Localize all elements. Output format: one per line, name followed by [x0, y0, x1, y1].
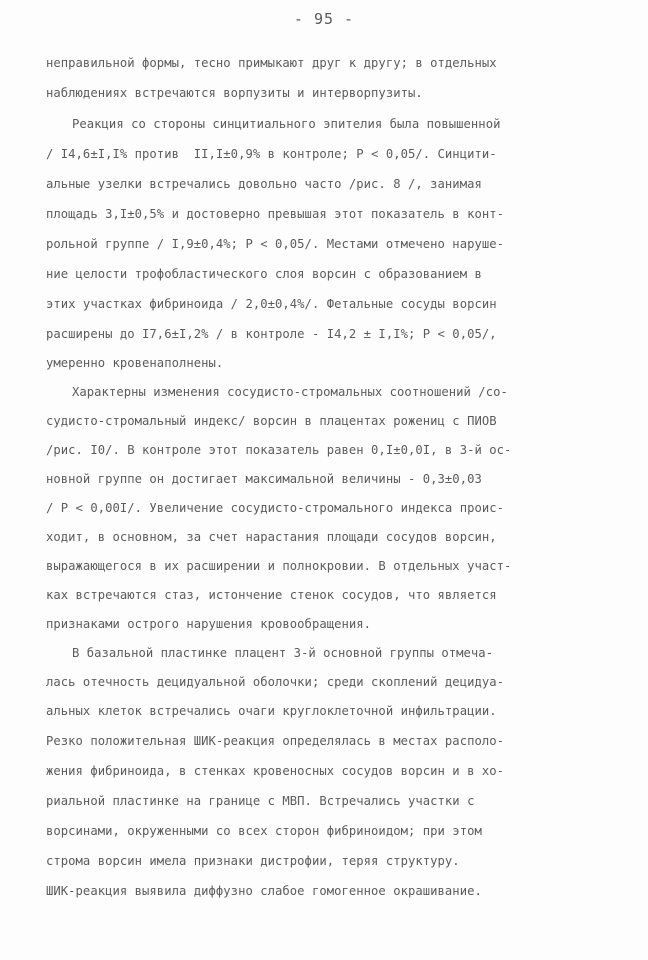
text-line: умеренно кровенаполнены. [46, 356, 224, 370]
text-line: ках встречаются стаз, истончение стенок сосудов, что является [46, 588, 497, 602]
text-line: риальной пластинке на границе с МВП. Встречались участки с [46, 794, 475, 808]
text-line: новной группе он достигает максимальной величины - 0,3±0,03 [46, 472, 482, 486]
text-line: признаками острого нарушения кровообращения. [46, 617, 372, 631]
text-line: / P < 0,00I/. Увеличение сосудисто-стромального индекса проис- [46, 501, 505, 515]
text-line: Реакция со стороны синцитиального эпителия была повышенной [72, 117, 501, 131]
text-line: выражающегося в их расширении и полнокровии. В отдельных участ- [46, 559, 512, 573]
page-number: - 95 - [293, 10, 355, 28]
text-line: ходит, в основном, за счет нарастания площади сосудов ворсин, [46, 530, 497, 544]
text-line: альных клеток встречались очаги круглоклеточной инфильтрации. [46, 704, 497, 718]
text-line: площадь 3,I±0,5% и достоверно превышая этот показатель в конт- [46, 207, 505, 221]
text-line: судисто-стромальный индекс/ ворсин в плацентах рожениц с ПИОВ [46, 414, 497, 428]
text-line: неправильной формы, тесно примыкают друг к другу; в отдельных [46, 56, 497, 70]
text-line: Характерны изменения сосудисто-стромальных соотношений /со- [72, 385, 508, 399]
text-line: /рис. I0/. В контроле этот показатель равен 0,I±0,0I, в 3-й ос- [46, 443, 512, 457]
text-line: ШИК-реакция выявила диффузно слабое гомогенное окрашивание. [46, 884, 482, 898]
text-line: этих участках фибриноида / 2,0±0,4%/. Фетальные сосуды ворсин [46, 297, 497, 311]
text-line: наблюдениях встречаются ворпузиты и интерворпузиты. [46, 86, 423, 100]
text-line: жения фибриноида, в стенках кровеносных сосудов ворсин и в хо- [46, 764, 505, 778]
text-line: Резко положительная ШИК-реакция определялась в местах располо- [46, 734, 505, 748]
text-line: / I4,6±I,I% против II,I±0,9% в контроле; P < 0,05/. Синцити- [46, 147, 497, 161]
text-line: ворсинами, окруженными со всех сторон фибриноидом; при этом [46, 824, 482, 838]
text-line: В базальной пластинке плацент 3-й основной группы отмеча- [72, 646, 494, 660]
text-line: альные узелки встречались довольно часто /рис. 8 /, занимая [46, 177, 482, 191]
text-line: рольной группе / I,9±0,4%; P < 0,05/. Местами отмечено наруше- [46, 237, 505, 251]
text-line: ние целости трофобластического слоя ворсин с образованием в [46, 267, 482, 281]
text-line: строма ворсин имела признаки дистрофии, теряя структуру. [46, 854, 460, 868]
text-line: расширены до I7,6±I,2% / в контроле - I4,2 ± I,I%; P < 0,05/, [46, 327, 497, 341]
text-line: лась отечность децидуальной оболочки; среди скоплений децидуа- [46, 675, 505, 689]
